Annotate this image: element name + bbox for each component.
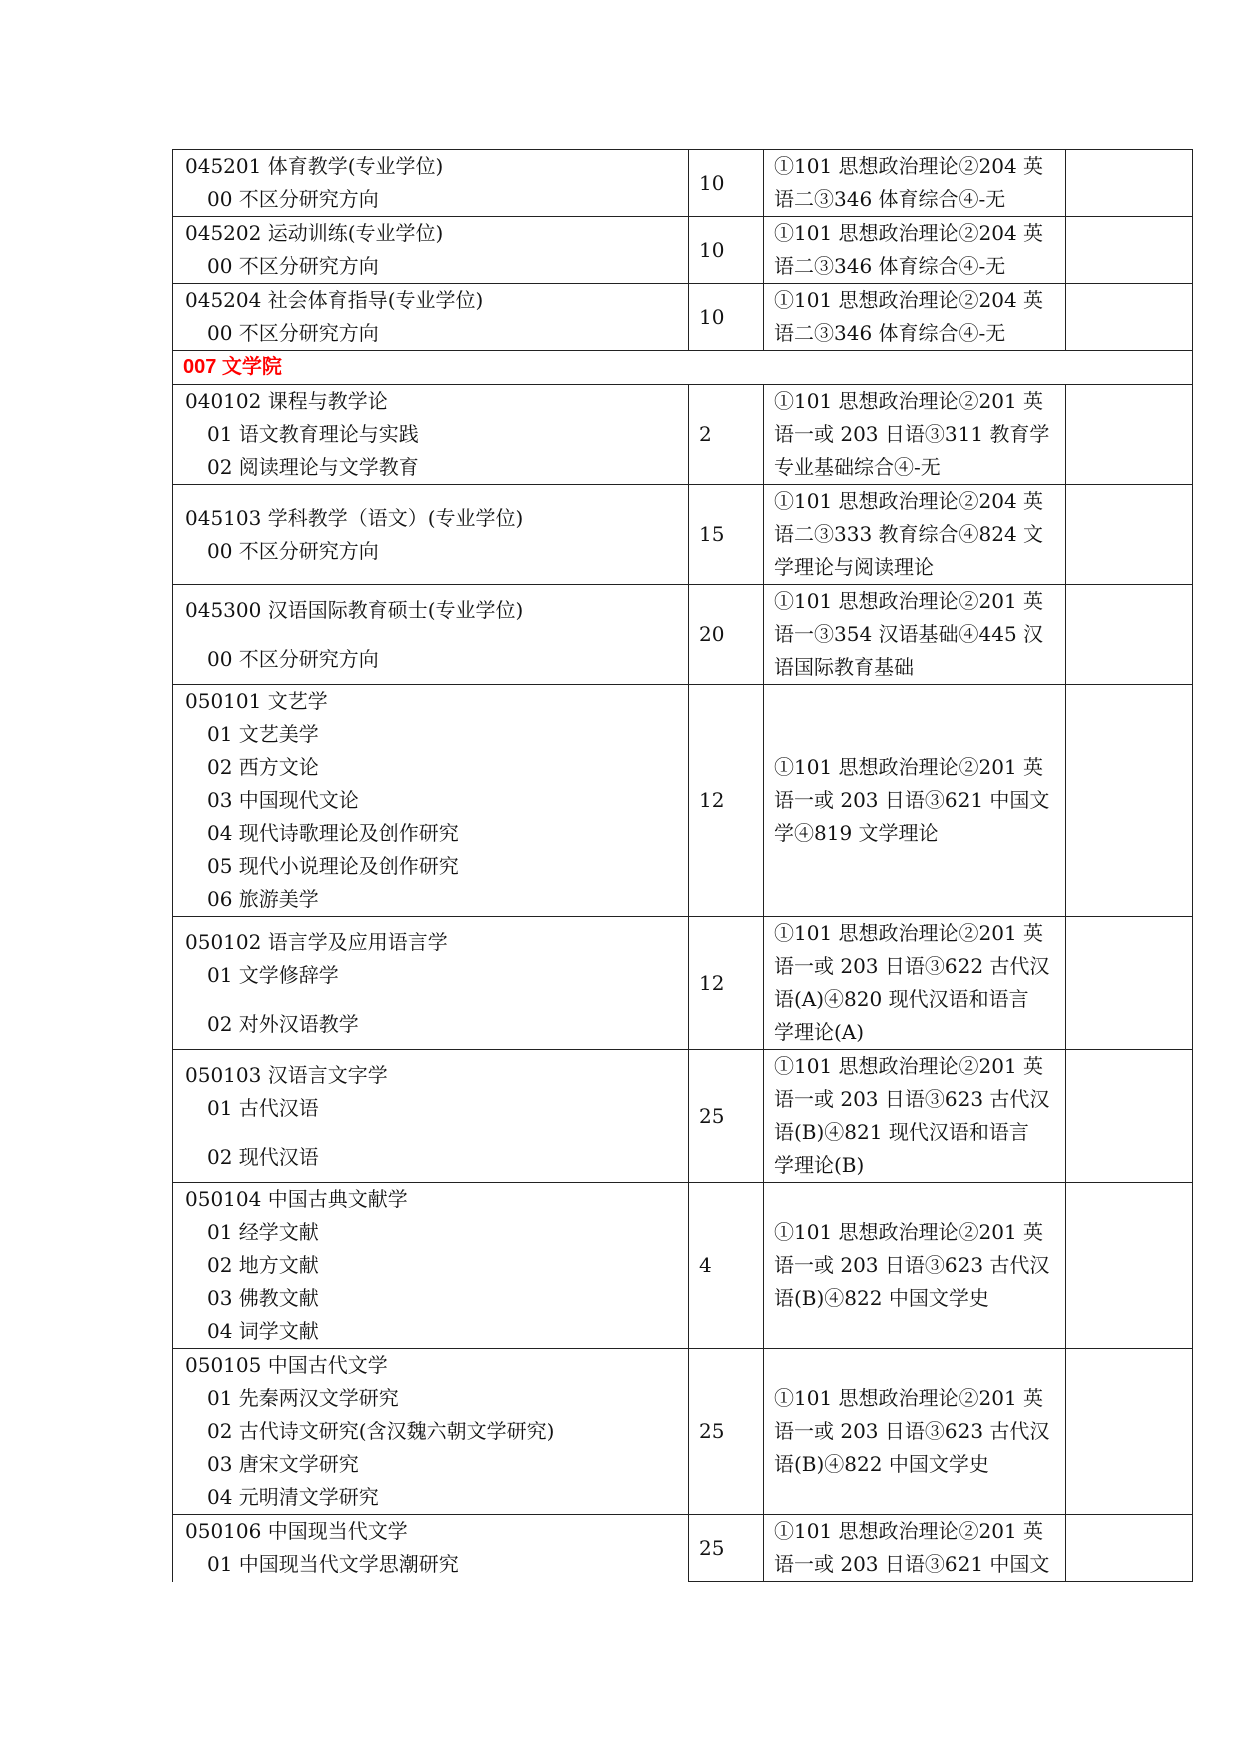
research-direction: 04 现代诗歌理论及创作研究 <box>207 821 459 845</box>
exam-subjects-cell <box>764 485 1066 585</box>
enrollment-count: 10 <box>689 150 764 217</box>
remarks-cell <box>1066 1349 1193 1515</box>
research-direction: 04 元明清文学研究 <box>207 1485 379 1509</box>
major-name: 045204 社会体育指导(专业学位) <box>185 288 484 312</box>
exam-subjects-cell <box>764 284 1066 351</box>
remarks-cell <box>1066 585 1193 685</box>
exam-subject-line: ①101 思想政治理论②204 英 <box>774 221 1044 245</box>
exam-subject-line: 语一或 203 日语③311 教育学 <box>774 422 1050 446</box>
exam-subjects-cell <box>764 1515 1066 1582</box>
major-name: 050105 中国古代文学 <box>185 1353 388 1377</box>
major-cell <box>173 1349 689 1515</box>
major-cell <box>173 585 689 685</box>
program-row <box>173 217 1193 284</box>
research-direction: 00 不区分研究方向 <box>207 321 379 345</box>
program-row <box>173 917 1193 1050</box>
research-direction: 01 中国现当代文学思潮研究 <box>207 1552 459 1577</box>
catalog-body <box>173 150 1193 1582</box>
remarks-cell <box>1066 1515 1193 1582</box>
remarks-cell <box>1066 385 1193 485</box>
exam-subject-line: 语二③333 教育综合④824 文 <box>774 522 1044 546</box>
exam-subjects-cell <box>764 917 1066 1050</box>
major-name: 045202 运动训练(专业学位) <box>185 221 444 245</box>
research-direction: 01 语文教育理论与实践 <box>207 422 419 446</box>
exam-subject-line: ①101 思想政治理论②204 英 <box>774 288 1044 312</box>
exam-subject-line: 学④819 文学理论 <box>774 821 939 845</box>
program-row <box>173 150 1193 217</box>
major-cell <box>173 685 689 917</box>
enrollment-count: 12 <box>689 685 764 917</box>
research-direction: 01 先秦两汉文学研究 <box>207 1386 399 1410</box>
exam-subject-line: 语(B)④822 中国文学史 <box>774 1286 989 1310</box>
exam-subjects-cell <box>764 150 1066 217</box>
research-direction: 02 古代诗文研究(含汉魏六朝文学研究) <box>207 1419 555 1443</box>
research-direction: 01 经学文献 <box>207 1220 319 1244</box>
major-name: 050104 中国古典文献学 <box>185 1187 408 1211</box>
major-cell <box>173 150 689 217</box>
program-row <box>173 1050 1193 1183</box>
exam-subject-line: 语(B)④821 现代汉语和语言 <box>774 1120 1029 1144</box>
exam-subject-line: 语一或 203 日语③623 古代汉 <box>774 1253 1050 1277</box>
major-name: 050106 中国现当代文学 <box>185 1519 408 1544</box>
research-direction: 00 不区分研究方向 <box>207 646 379 671</box>
exam-subject-line: 语一或 203 日语③623 古代汉 <box>774 1087 1050 1111</box>
exam-subject-line: 语二③346 体育综合④-无 <box>774 254 1006 278</box>
exam-subjects-cell <box>764 1183 1066 1349</box>
major-cell <box>173 1050 689 1183</box>
enrollment-count: 2 <box>689 385 764 485</box>
research-direction: 03 佛教文献 <box>207 1286 319 1310</box>
section-title: 007 文学院 <box>173 351 1193 385</box>
research-direction: 00 不区分研究方向 <box>207 538 379 563</box>
exam-subject-line: ①101 思想政治理论②201 英 <box>774 755 1044 779</box>
research-direction: 05 现代小说理论及创作研究 <box>207 854 459 878</box>
exam-subject-line: ①101 思想政治理论②201 英 <box>774 1386 1044 1410</box>
exam-subject-line: 语(B)④822 中国文学史 <box>774 1452 989 1476</box>
exam-subject-line: ①101 思想政治理论②204 英 <box>774 154 1044 178</box>
remarks-cell <box>1066 150 1193 217</box>
exam-subjects-cell <box>764 585 1066 685</box>
enrollment-count: 4 <box>689 1183 764 1349</box>
major-name: 050102 语言学及应用语言学 <box>185 929 448 954</box>
exam-subject-line: 语一③354 汉语基础④445 汉 <box>774 622 1044 646</box>
exam-subject-line: 语二③346 体育综合④-无 <box>774 321 1006 345</box>
exam-subject-line: ①101 思想政治理论②204 英 <box>774 489 1044 513</box>
remarks-cell <box>1066 685 1193 917</box>
enrollment-count: 25 <box>689 1050 764 1183</box>
section-header-row <box>173 351 1193 385</box>
major-name: 045103 学科教学（语文）(专业学位) <box>185 505 524 530</box>
research-direction: 04 词学文献 <box>207 1319 319 1343</box>
program-row <box>173 1183 1193 1349</box>
program-row <box>173 1349 1193 1515</box>
major-cell <box>173 284 689 351</box>
research-direction: 02 阅读理论与文学教育 <box>207 455 419 479</box>
exam-subject-line: 学理论(B) <box>774 1153 865 1177</box>
exam-subject-line: 语(A)④820 现代汉语和语言 <box>774 987 1029 1011</box>
exam-subject-line: 语一或 203 日语③622 古代汉 <box>774 954 1050 978</box>
program-row <box>173 1515 1193 1582</box>
major-cell <box>173 1515 689 1582</box>
research-direction: 00 不区分研究方向 <box>207 187 379 211</box>
exam-subject-line: 语国际教育基础 <box>774 655 914 679</box>
major-name: 050101 文艺学 <box>185 689 328 713</box>
research-direction: 06 旅游美学 <box>207 887 319 911</box>
research-direction: 01 文学修辞学 <box>207 962 339 987</box>
exam-subject-line: ①101 思想政治理论②201 英 <box>774 589 1044 613</box>
major-name: 045300 汉语国际教育硕士(专业学位) <box>185 597 524 622</box>
enrollment-catalog-table <box>172 149 1193 1582</box>
exam-subject-line: ①101 思想政治理论②201 英 <box>774 921 1044 945</box>
research-direction: 00 不区分研究方向 <box>207 254 379 278</box>
program-row <box>173 385 1193 485</box>
major-name: 045201 体育教学(专业学位) <box>185 154 444 178</box>
major-cell <box>173 485 689 585</box>
exam-subject-line: 语二③346 体育综合④-无 <box>774 187 1006 211</box>
exam-subject-line: 学理论(A) <box>774 1020 865 1044</box>
enrollment-count: 25 <box>689 1515 764 1582</box>
enrollment-count: 12 <box>689 917 764 1050</box>
exam-subjects-cell <box>764 217 1066 284</box>
exam-subject-line: 语一或 203 日语③623 古代汉 <box>774 1419 1050 1443</box>
major-cell <box>173 385 689 485</box>
enrollment-count: 20 <box>689 585 764 685</box>
program-row <box>173 485 1193 585</box>
remarks-cell <box>1066 917 1193 1050</box>
exam-subject-line: ①101 思想政治理论②201 英 <box>774 1220 1044 1244</box>
major-cell <box>173 217 689 284</box>
remarks-cell <box>1066 284 1193 351</box>
exam-subjects-cell <box>764 385 1066 485</box>
exam-subjects-cell <box>764 1349 1066 1515</box>
program-row <box>173 284 1193 351</box>
enrollment-count: 25 <box>689 1349 764 1515</box>
research-direction: 01 古代汉语 <box>207 1095 319 1120</box>
remarks-cell <box>1066 485 1193 585</box>
exam-subject-line: ①101 思想政治理论②201 英 <box>774 1519 1044 1543</box>
research-direction: 02 现代汉语 <box>207 1144 319 1169</box>
major-cell <box>173 1183 689 1349</box>
major-cell <box>173 917 689 1050</box>
program-row <box>173 685 1193 917</box>
exam-subject-line: 专业基础综合④-无 <box>774 455 941 479</box>
research-direction: 01 文艺美学 <box>207 722 319 746</box>
exam-subjects-cell <box>764 685 1066 917</box>
enrollment-count: 10 <box>689 284 764 351</box>
exam-subject-line: ①101 思想政治理论②201 英 <box>774 389 1044 413</box>
research-direction: 03 唐宋文学研究 <box>207 1452 359 1476</box>
major-name: 050103 汉语言文字学 <box>185 1062 388 1087</box>
research-direction: 03 中国现代文论 <box>207 788 359 812</box>
research-direction: 02 地方文献 <box>207 1253 319 1277</box>
enrollment-count: 10 <box>689 217 764 284</box>
exam-subject-line: 学理论与阅读理论 <box>774 555 934 579</box>
remarks-cell <box>1066 217 1193 284</box>
exam-subject-line: 语一或 203 日语③621 中国文 <box>774 788 1050 812</box>
enrollment-count: 15 <box>689 485 764 585</box>
exam-subjects-cell <box>764 1050 1066 1183</box>
exam-subject-line: 语一或 203 日语③621 中国文 <box>774 1552 1050 1576</box>
exam-subject-line: ①101 思想政治理论②201 英 <box>774 1054 1044 1078</box>
major-name: 040102 课程与教学论 <box>185 389 388 413</box>
research-direction: 02 对外汉语教学 <box>207 1011 359 1036</box>
program-row <box>173 585 1193 685</box>
research-direction: 02 西方文论 <box>207 755 319 779</box>
remarks-cell <box>1066 1183 1193 1349</box>
remarks-cell <box>1066 1050 1193 1183</box>
